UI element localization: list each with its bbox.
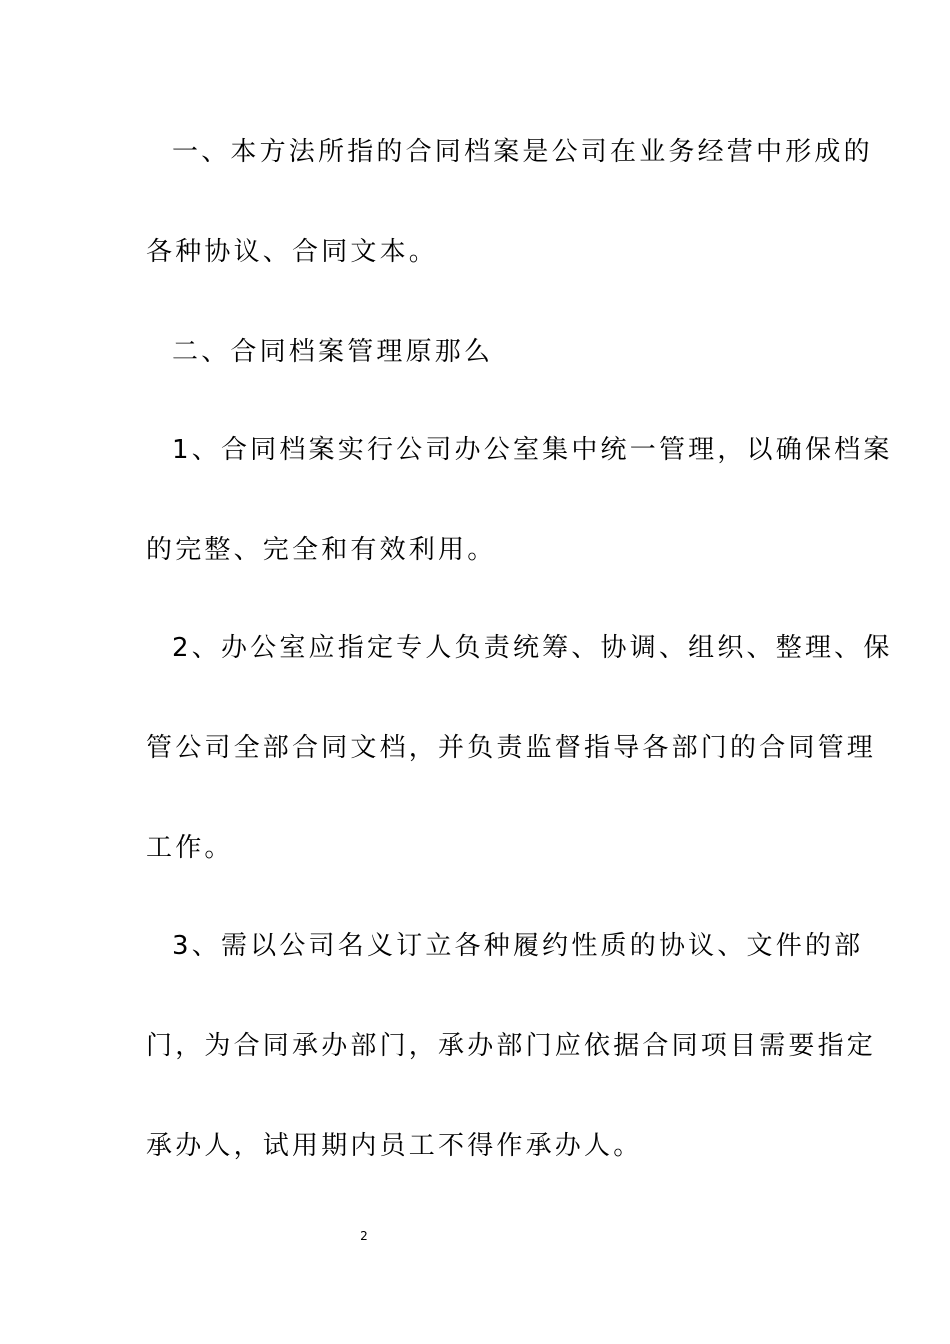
section-heading-2: 二、合同档案管理原那么 bbox=[172, 337, 494, 367]
paragraph-1-line-1: 一、本方法所指的合同档案是公司在业务经营中形成的 bbox=[172, 137, 873, 167]
paragraph-5-line-2: 门，为合同承办部门，承办部门应依据合同项目需要指定 bbox=[146, 1031, 877, 1061]
paragraph-5-line-1: 3、需以公司名义订立各种履约性质的协议、文件的部 bbox=[172, 931, 864, 961]
page-number: 2 bbox=[360, 1229, 368, 1243]
paragraph-4-line-1: 2、办公室应指定专人负责统筹、协调、组织、整理、保 bbox=[172, 633, 893, 663]
paragraph-4-line-2: 管公司全部合同文档，并负责监督指导各部门的合同管理 bbox=[146, 733, 877, 763]
paragraph-3-line-2: 的完整、完全和有效利用。 bbox=[146, 535, 497, 565]
paragraph-3-line-1: 1、合同档案实行公司办公室集中统一管理，以确保档案 bbox=[172, 435, 893, 465]
paragraph-1-line-2: 各种协议、合同文本。 bbox=[146, 237, 439, 267]
paragraph-5-line-3: 承办人，试用期内员工不得作承办人。 bbox=[146, 1131, 643, 1161]
paragraph-4-line-3: 工作。 bbox=[146, 833, 234, 863]
